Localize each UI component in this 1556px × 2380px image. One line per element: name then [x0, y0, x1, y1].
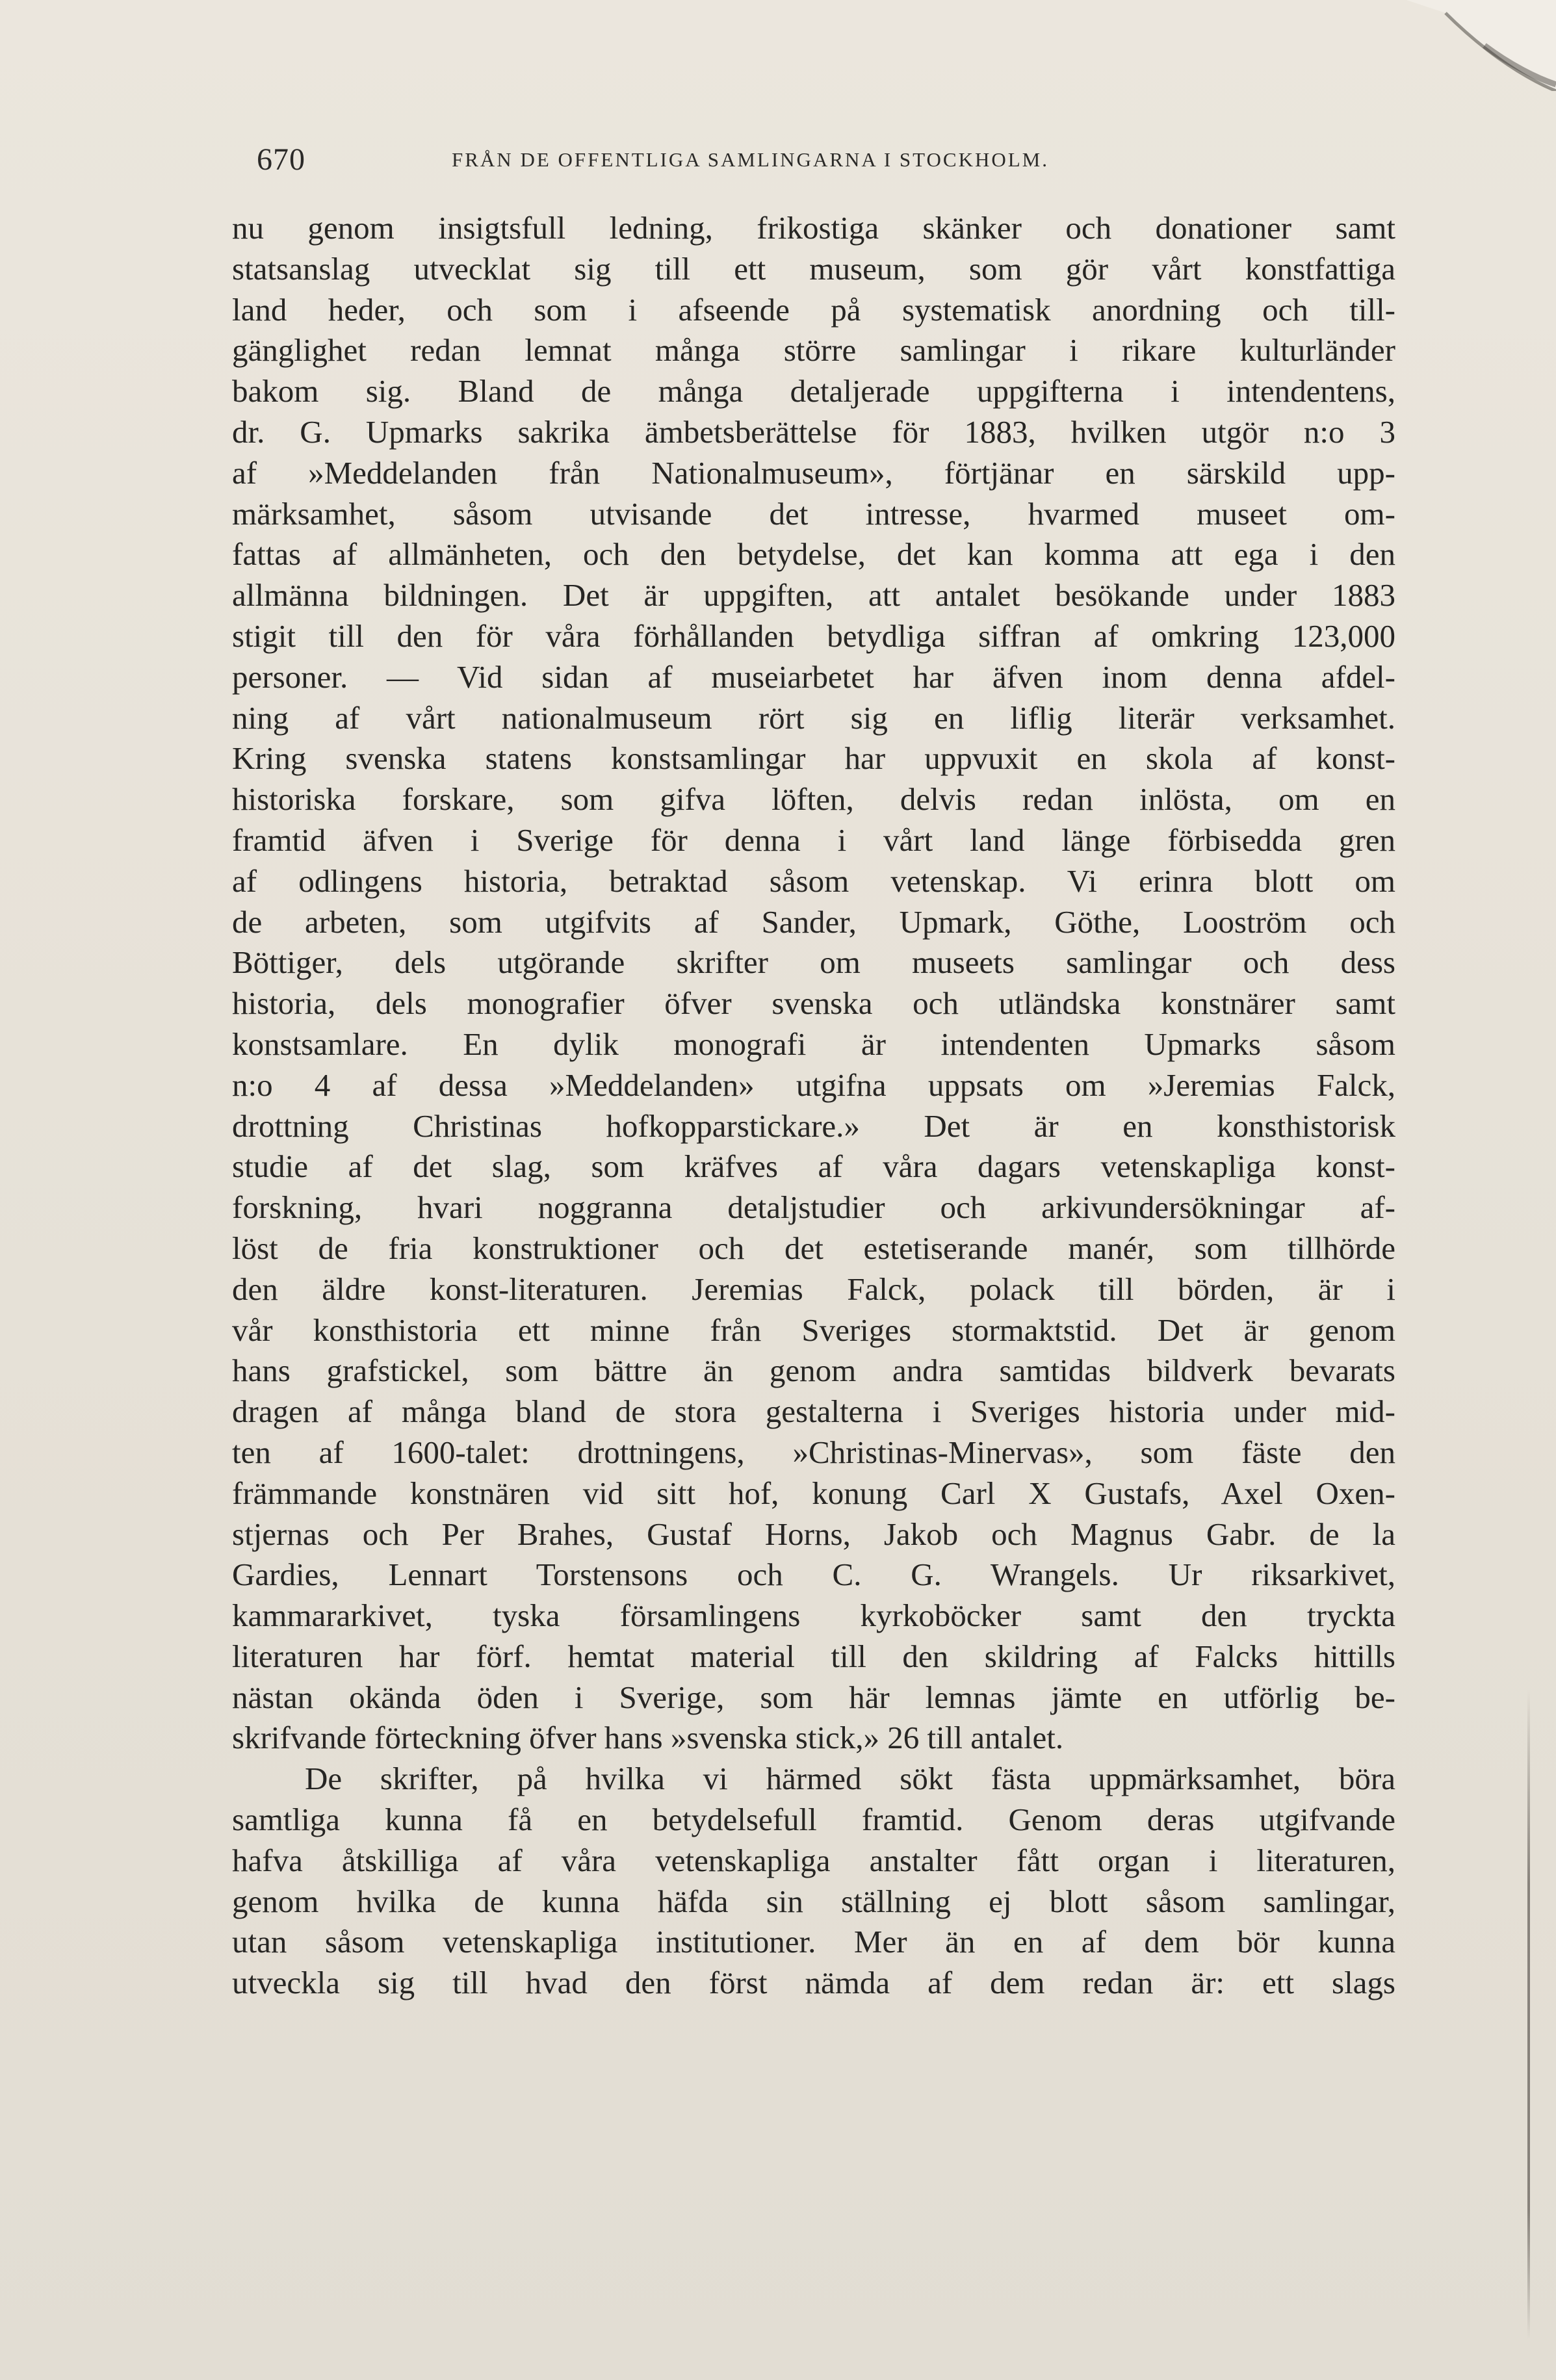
text-line: nästan okända öden i Sverige, som här lemnas jämte en utförlig be- [232, 1679, 1395, 1715]
text-line: konstsamlare. En dylik monografi är intendenten Upmarks såsom [232, 1026, 1395, 1062]
text-line: vår konsthistoria ett minne från Sveriges stormaktstid. Det är genom [232, 1312, 1395, 1348]
text-line: stjernas och Per Brahes, Gustaf Horns, Jakob och Magnus Gabr. de la [232, 1516, 1395, 1552]
paragraph-1 [232, 208, 1395, 1759]
text-line: hafva åtskilliga af våra vetenskapliga anstalter fått organ i literaturen, [232, 1842, 1395, 1878]
text-line: hans grafstickel, som bättre än genom andra samtidas bildverk bevarats [232, 1352, 1395, 1389]
text-line: personer. — Vid sidan af museiarbetet har äfven inom denna afdel- [232, 658, 1395, 695]
text-line: drottning Christinas hofkopparstickare.» Det är en konsthistorisk [232, 1107, 1395, 1144]
text-line: allmänna bildningen. Det är uppgiften, att antalet besökande under 1883 [232, 577, 1395, 614]
text-line: den äldre konst-literaturen. Jeremias Falck, polack till börden, är i [232, 1271, 1395, 1307]
text-line: stigit till den för våra förhållanden betydliga siffran af omkring 123,000 [232, 617, 1395, 654]
text-line: af »Meddelanden från Nationalmuseum», förtjänar en särskild upp- [232, 454, 1395, 491]
text-line: dr. G. Upmarks sakrika ämbetsberättelse för 1883, hvilken utgör n:o 3 [232, 413, 1395, 450]
text-line: märksamhet, såsom utvisande det intresse, hvarmed museet om- [232, 495, 1395, 532]
running-header [257, 142, 1323, 181]
text-line: främmande konstnären vid sitt hof, konung Carl X Gustafs, Axel Oxen- [232, 1475, 1395, 1511]
text-line: De skrifter, på hvilka vi härmed sökt fästa uppmärksamhet, böra [305, 1761, 1395, 1797]
text-line: Böttiger, dels utgörande skrifter om museets samlingar och dess [232, 944, 1395, 981]
text-line: genom hvilka de kunna häfda sin ställning ej blott såsom samlingar, [232, 1883, 1395, 1919]
header-title: FRÅN DE OFFENTLIGA SAMLINGARNA I STOCKHOLM. [452, 148, 1049, 171]
text-line: Kring svenska statens konstsamlingar har uppvuxit en skola af konst- [232, 740, 1395, 777]
text-line: n:o 4 af dessa »Meddelanden» utgifna uppsats om »Jeremias Falck, [232, 1067, 1395, 1103]
paragraph-2 [232, 1759, 1395, 2004]
text-line: historia, dels monografier öfver svenska och utländska konstnärer samt [232, 985, 1395, 1022]
text-line: utveckla sig till hvad den först nämda af dem redan är: ett slags [232, 1965, 1395, 2001]
body-text [232, 208, 1395, 2004]
page-corner-shadow [1407, 0, 1556, 91]
text-line: ning af vårt nationalmuseum rört sig en liflig literär verksamhet. [232, 699, 1395, 736]
text-line: bakom sig. Bland de många detaljerade uppgifterna i intendentens, [232, 373, 1395, 409]
text-line: samtliga kunna få en betydelsefull framtid. Genom deras utgifvande [232, 1802, 1395, 1838]
page-number: 670 [257, 142, 305, 177]
text-line: fattas af allmänheten, och den betydelse, det kan komma att ega i den [232, 536, 1395, 573]
text-line: de arbeten, som utgifvits af Sander, Upmark, Göthe, Looström och [232, 903, 1395, 940]
text-line: literaturen har förf. hemtat material till den skildring af Falcks hittills [232, 1638, 1395, 1674]
text-line: af odlingens historia, betraktad såsom vetenskap. Vi erinra blott om [232, 862, 1395, 899]
text-line: utan såsom vetenskapliga institutioner. Mer än en af dem bör kunna [232, 1924, 1395, 1960]
text-line: gänglighet redan lemnat många större samlingar i rikare kulturländer [232, 332, 1395, 369]
text-line: historiska forskare, som gifva löften, delvis redan inlösta, om en [232, 781, 1395, 818]
text-line: kammararkivet, tyska församlingens kyrkoböcker samt den tryckta [232, 1597, 1395, 1634]
text-line: nu genom insigtsfull ledning, frikostiga skänker och donationer samt [232, 210, 1395, 246]
text-line: statsanslag utvecklat sig till ett museum, som gör vårt konstfattiga [232, 250, 1395, 287]
text-line: löst de fria konstruktioner och det estetiserande manér, som tillhörde [232, 1230, 1395, 1266]
text-line: studie af det slag, som kräfves af våra dagars vetenskapliga konst- [232, 1148, 1395, 1185]
text-line: Gardies, Lennart Torstensons och C. G. Wrangels. Ur riksarkivet, [232, 1557, 1395, 1593]
text-line: skrifvande förteckning öfver hans »svenska stick,» 26 till antalet. [232, 1720, 1064, 1756]
text-line: ten af 1600-talet: drottningens, »Christinas-Minervas», som fäste den [232, 1434, 1395, 1470]
text-line: forskning, hvari noggranna detaljstudier och arkivundersökningar af- [232, 1189, 1395, 1226]
text-line: land heder, och som i afseende på systematisk anordning och till- [232, 291, 1395, 328]
page-edge-mark [1527, 1690, 1530, 2340]
text-line: dragen af många bland de stora gestalterna i Sveriges historia under mid- [232, 1393, 1395, 1430]
text-line: framtid äfven i Sverige för denna i vårt land länge förbisedda gren [232, 821, 1395, 858]
